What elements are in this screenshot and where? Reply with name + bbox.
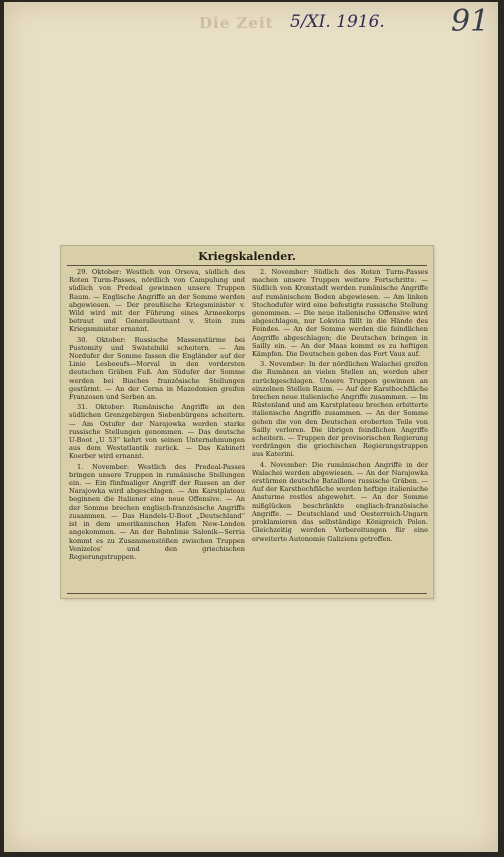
left-column — [69, 268, 245, 590]
entry-paragraph: 31. Oktober: Rumänische Angriffe an den südlichen Grenzgebirgen Siebenbürgens scheitern. — Am Ostufer der Narajowka werden starke russische Stellungen genommen. — Das deutsche U-Boot „U 53“ kehrt von seinen Unternehmungen aus dem Westatlantik zurück. — Das Kabinett Koerber wird ernannt. — [69, 403, 245, 461]
entry-paragraph: 1. November: Westlich des Predeal-Passes bringen unsere Truppen in rumänische Stellungen ein. — Ein fünfmaliger Angriff der Russen an der Narajowka wird abgeschlagen. — Am Karstplateau beginnen die Italiener eine neue Offensive. — An der Somme brechen englisch-französische Angriffe zusammen. — Das Handels-U-Boot „Deutschland“ ist in dem amerikanischen Hafen New-London angekommen. — An der Bahnlinie Salonik—Serria kommt es zu Zusammenstößen zwischen Truppen Venizelos' und den griechischen Regierungstruppen. — [69, 462, 245, 561]
newspaper-stamp: Die Zeit — [199, 14, 274, 32]
right-column — [252, 268, 428, 590]
entry-paragraph: 30. Oktober: Russische Massenstürme bei Pustomity und Swistelniki scheitern. — Am Nordufer der Somme fassen die Engländer auf der Linie Lesboeufs—Morval in den vordersten deutschen Gräben Fuß. Am Südufer der Somme werden bei Biaches französische Stellungen gestürmt. — An der Cerna in Mazedonien greifen Franzosen und Serben an. — [69, 335, 245, 402]
entry-paragraph: 2. November: Südlich des Roten Turm-Passes machen unsere Truppen weitere Fortschritte. — Südlich von Kronstadt werden rumänische Angriffe auf rumänischem Boden abgewiesen. — Am linken Stochodufer wird eine befestigte russische Stellung genommen. — Die neue italienische Offensive wird abgeschlagen, nur Lokvica fällt in die Hände des Feindes. — An der Somme werden die feindlichen Angriffe abgeschlagen; die Deutschen bringen in Sailly ein. — An der Maas kommt es zu heftigen Kämpfen. Die Deutschen geben das Fort Vaux auf. — [252, 268, 428, 359]
entry-paragraph: 4. November: Die rumänischen Angriffe in der Walachei werden abgewiesen. — An der Narajowka erstürmen deutsche Bataillone russische Gräben. — Auf der Karsthochfläche werden heftige italienische Ansturme restlos abgewehrt. — An der Somme mißglücken beschränkte englisch-französische Angriffe. — Deutschland und Oesterreich-Ungarn proklamieren das selbständige Königreich Polen. Gleichzeitig werden Vorbereitungen für eine erweiterte Autonomie Galiziens getroffen. — [252, 460, 428, 543]
title-rule — [67, 265, 427, 266]
newspaper-clipping — [61, 246, 433, 598]
handwritten-date: 5/XI. 1916. — [290, 12, 385, 32]
entry-paragraph: 3. November: In der nördlichen Walachei greifen die Rumänen an vielen Stellen an, werden aber zurückgeschlagen. Unsere Truppen gewinnen an einzelnen Stellen Raum. — Auf der Karsthochfläche brechen neue italienische Angriffe zusammen. — Im Rüstenland und am Karstplateau brechen erbitterte italienische Angriffe zusammen. — An der Somme gehen die von den Deutschen eroberten Teile von Sailly verloren. Die übrigen feindlichen Angriffe scheitern. — Truppen der provisorischen Regierung verdrängen die griechischen Regierungstruppen aus Katerini. — [252, 360, 428, 459]
document-page — [4, 2, 498, 852]
folio-number: 91 — [451, 4, 490, 39]
clipping-title: Kriegskalender. — [198, 250, 296, 263]
entry-paragraph: 29. Oktober: Westlich von Orsova, südlich des Roten Turm-Passes, nördlich von Campulung und südlich von Predeal gewinnen unsere Truppen Raum. — Englische Angriffe an der Somme werden abgewiesen. — Der preußische Kriegsminister v. Wild wird mit der Führung eines Armeekorps betraut und Generalleutnant v. Stein zum Kriegsminister ernannt. — [69, 268, 245, 334]
bottom-rule — [67, 593, 427, 594]
